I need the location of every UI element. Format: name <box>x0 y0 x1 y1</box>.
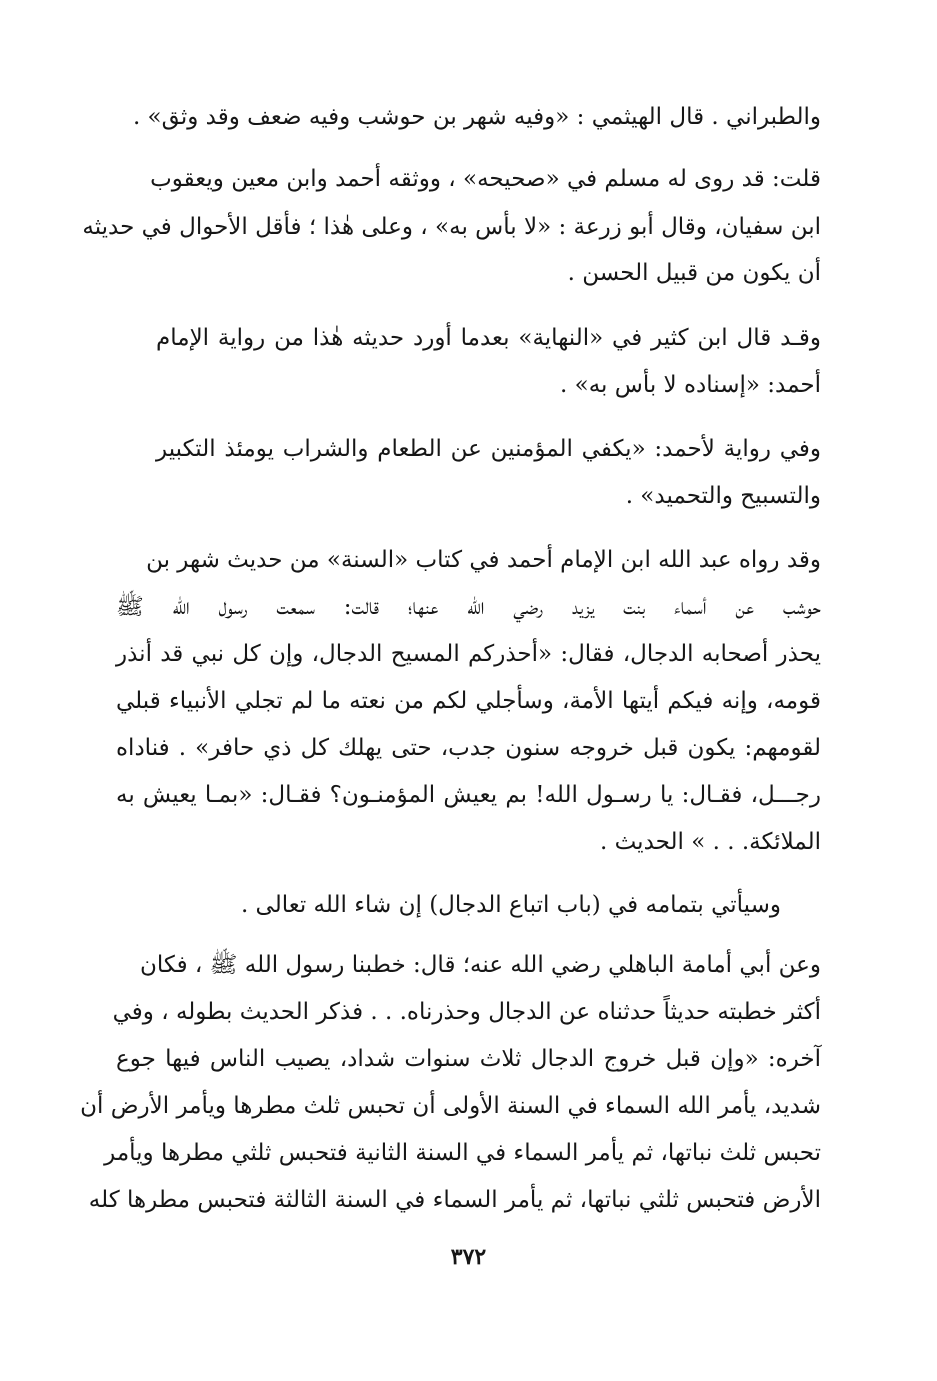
text-line-20: شديد، يأمر الله السماء في السنة الأولى أن تحبس ثلث مطرها ويأمر الأرض أن <box>80 1093 821 1119</box>
text-line-12: قومه، وإنه فيكم أيتها الأمة، وسأجلي لكم من نعته ما لم تجلي الأنبياء قبلي <box>116 688 821 714</box>
text-line-1: والطبراني . قال الهيثمي : «وفيه شهر بن حوشب وفيه ضعف وقد وثق» . <box>132 104 821 130</box>
text-line-3: ابن سفيان، وقال أبو زرعة : «لا بأس به» ، وعلى هٰذا ؛ فأقل الأحوال في حديثه <box>82 214 821 240</box>
text-line-17: وعن أبي أمامة الباهلي رضي الله عنه؛ قال: خطبنا رسول الله ﷺ ، فكان <box>140 952 821 978</box>
text-line-16: وسيأتي بتمامه في (باب اتباع الدجال) إن شاء الله تعالى . <box>240 892 781 918</box>
text-line-15: الملائكة. . . » الحديث . <box>599 829 821 855</box>
text-line-6: أحمد: «إسناده لا بأس به» . <box>560 372 821 398</box>
page-number: ٣٧٢ <box>450 1244 487 1270</box>
text-line-21: تحبس ثلث نباتها، ثم يأمر السماء في السنة الثانية فتحبس ثلثي مطرها ويأمر <box>104 1140 821 1166</box>
text-line-2: قلت: قد روى له مسلم في «صحيحه» ، ووثقه أحمد وابن معين ويعقوب <box>150 166 821 192</box>
text-line-13: لقومهم: يكون قبل خروجه سنون جدب، حتى يهلك كل ذي حافر» . فناداه <box>116 735 821 761</box>
text-line-7: وفي رواية لأحمد: «يكفي المؤمنين عن الطعام والشراب يومئذ التكبير <box>156 436 821 462</box>
text-line-11: يحذر أصحابه الدجال، فقال: «أحذركم المسيح الدجال، وإن كل نبي قد أنذر <box>116 641 821 667</box>
text-line-19: آخره: «وإن قبل خروج الدجال ثلاث سنوات شداد، يصيب الناس فيها جوع <box>116 1046 821 1072</box>
text-line-18: أكثر خطبته حديثاً حدثناه عن الدجال وحذرناه. . . فذكر الحديث بطوله ، وفي <box>112 999 821 1025</box>
text-line-5: وقـد قال ابن كثير في «النهاية» بعدما أورد حديثه هٰذا من رواية الإمام <box>156 325 821 351</box>
text-line-9: وقد رواه عبد الله ابن الإمام أحمد في كتاب «السنة» من حديث شهر بن <box>146 547 821 573</box>
text-line-22: الأرض فتحبس ثلثي نباتها، ثم يأمر السماء في السنة الثالثة فتحبس مطرها كله <box>88 1187 821 1213</box>
text-line-8: والتسبيح والتحميد» . <box>625 483 821 509</box>
text-line-10: حوشب عن أسماء بنت يزيد رضي الله عنها؛ قالت: سمعت رسول الله ﷺ <box>116 594 821 620</box>
text-line-4: أن يكون من قبيل الحسن . <box>567 260 821 286</box>
text-line-14: رجـــل، فقـال: يا رسـول الله! بم يعيش المؤمنـون؟ فقـال: «بمـا يعيش به <box>116 782 821 808</box>
